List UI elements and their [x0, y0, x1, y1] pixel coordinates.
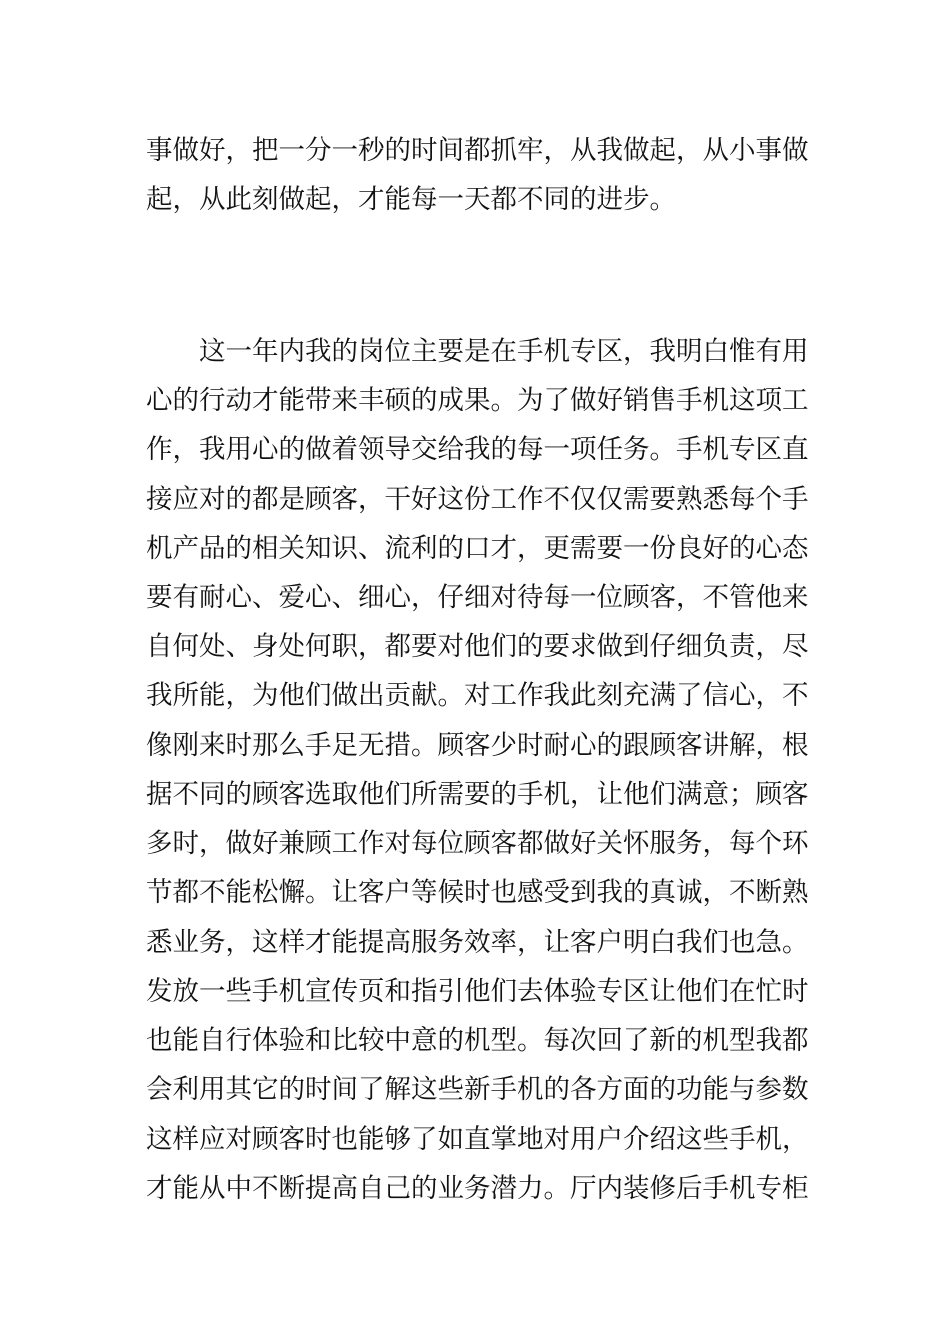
text-line: 作，我用心的做着领导交给我的每一项任务。手机专区直	[146, 434, 809, 465]
text-line: 接应对的都是顾客，干好这份工作不仅仅需要熟悉每个手	[146, 484, 809, 515]
text-line: 多时，做好兼顾工作对每位顾客都做好关怀服务，每个环	[146, 828, 809, 859]
text-line: 据不同的顾客选取他们所需要的手机，让他们满意；顾客	[146, 779, 809, 810]
text-line: 悉业务，这样才能提高服务效率，让客户明白我们也急。	[146, 927, 809, 958]
text-line: 也能自行体验和比较中意的机型。每次回了新的机型我都	[146, 1025, 809, 1056]
text-line: 起，从此刻做起，才能每一天都不同的进步。	[146, 184, 676, 215]
text-line: 事做好，把一分一秒的时间都抓牢，从我做起，从小事做	[146, 135, 809, 166]
text-line: 要有耐心、爱心、细心，仔细对待每一位顾客，不管他来	[146, 582, 809, 613]
text-line: 才能从中不断提高自己的业务潜力。厅内装修后手机专柜	[146, 1173, 809, 1204]
text-line: 这一年内我的岗位主要是在手机专区，我明白惟有用	[146, 336, 809, 367]
text-line: 自何处、身处何职，都要对他们的要求做到仔细负责，尽	[146, 631, 809, 662]
text-line: 像刚来时那么手足无措。顾客少时耐心的跟顾客讲解，根	[146, 730, 809, 761]
text-line: 节都不能松懈。让客户等候时也感受到我的真诚，不断熟	[146, 877, 809, 908]
text-line: 机产品的相关知识、流利的口才，更需要一份良好的心态	[146, 533, 809, 564]
text-line: 会利用其它的时间了解这些新手机的各方面的功能与参数	[146, 1074, 809, 1105]
text-line: 心的行动才能带来丰硕的成果。为了做好销售手机这项工	[146, 385, 809, 416]
text-line: 这样应对顾客时也能够了如直掌地对用户介绍这些手机，	[146, 1124, 809, 1155]
text-line: 发放一些手机宣传页和指引他们去体验专区让他们在忙时	[146, 976, 809, 1007]
text-line: 我所能，为他们做出贡献。对工作我此刻充满了信心，不	[146, 680, 809, 711]
